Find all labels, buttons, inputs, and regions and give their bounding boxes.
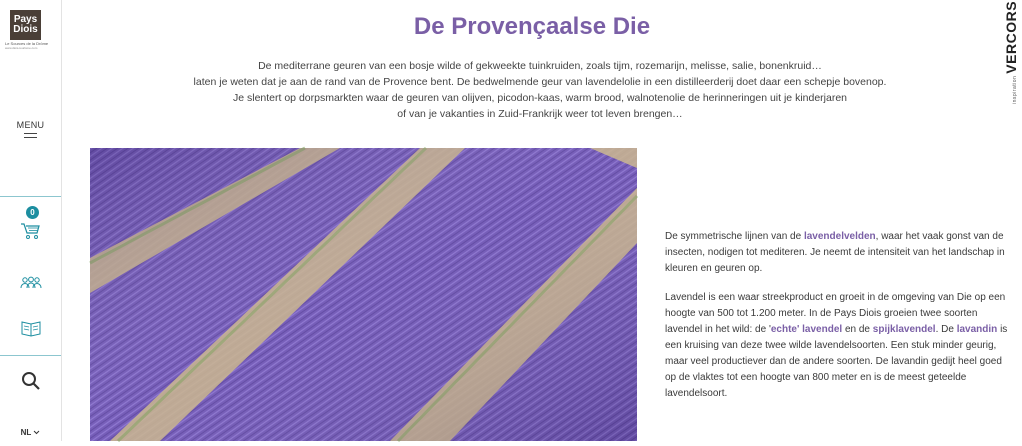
group-icon [20,276,42,290]
text: en de [842,324,873,335]
logo-line2: Diois [13,24,38,35]
body-paragraph-2 [665,290,1010,402]
logo-line1: Pays [13,14,38,25]
highlight-echte-lavendel: echte' lavendel [770,324,843,335]
text: Lavendel is een waar streekproduct en groeit in de omgeving van Die op een hoogte van 500 tot 1.200 meter. In de Pays Diois groeien twee soorten lavendel in het wild: de ' [665,292,1006,335]
page-title: De Provençaalse Die [413,13,651,40]
search-icon [20,370,42,392]
brochures-button[interactable] [0,319,61,337]
menu-button[interactable] [0,120,61,141]
body-text [665,229,1010,415]
vercors-brand-link[interactable] [1000,0,1022,108]
lavender-field-photo [90,148,637,441]
groups-button[interactable] [0,276,61,290]
cart-count-badge: 0 [26,206,39,219]
chevron-down-icon [33,430,40,435]
logo[interactable] [5,10,57,50]
hamburger-icon [24,133,37,138]
cart-button[interactable] [0,222,61,240]
sidebar-divider-2 [0,355,61,356]
text: De symmetrische lijnen van de [665,231,804,242]
lavendelvelden-link[interactable]: lavendelvelden [803,231,876,242]
sidebar-divider [0,196,61,197]
intro-line: De mediterrane geuren van een bosje wilde of gekweekte tuinkruiden, zoals tijm, rozemarijn, melisse, salie, bonenkruid… [258,60,822,72]
vercors-brand-text [1003,1,1019,104]
text: . De [935,324,957,335]
highlight-spijklavendel: spijklavendel [872,324,936,335]
intro-line: Je slentert op dorpsmarkten waar de geuren van olijven, picodon-kaas, warm brood, walnotenolie de herinneringen uit je kinderjaren [232,92,848,104]
body-paragraph-1 [665,229,1010,277]
intro-line: laten je weten dat je aan de rand van de Provence bent. De bedwelmende geur van lavendelolie in een distilleerderij doet daar een schepje bovenop. [193,76,887,88]
intro-text [180,58,900,122]
menu-label: MENU [16,120,45,130]
logo-mark [10,10,41,40]
sidebar [0,0,62,441]
book-icon [20,319,42,337]
logo-tagline-url: www.diois-tourisme.com [5,46,38,50]
vercors-name: VERCORS [1003,0,1019,74]
lavender-field-image [90,148,637,441]
language-selector[interactable] [0,428,61,437]
logo-tagline: Le Sources de la Drôme [5,41,49,46]
text: , waar het vaak gonst van de insecten, nodigen tot mediteren. Je neemt de intensiteit van het landschap in kleuren en geuren op. [665,231,1005,274]
highlight-lavandin: lavandin [956,324,998,335]
language-label: NL [20,428,32,437]
text: is een kruising van deze twee wilde lavendelsoorten. Een stuk minder geurig, maar veel productiever dan de andere soorten. De lavandin gedijt heel goed op de vlaktes tot een hoogte van 800 meter en is de meest geteelde lavendelsoort. [665,324,1008,399]
vercors-small: inspiration [1012,75,1018,104]
cart-icon [20,222,42,240]
intro-line: of van je vakanties in Zuid-Frankrijk weer tot leven brengen… [397,108,683,120]
search-button[interactable] [0,370,61,392]
